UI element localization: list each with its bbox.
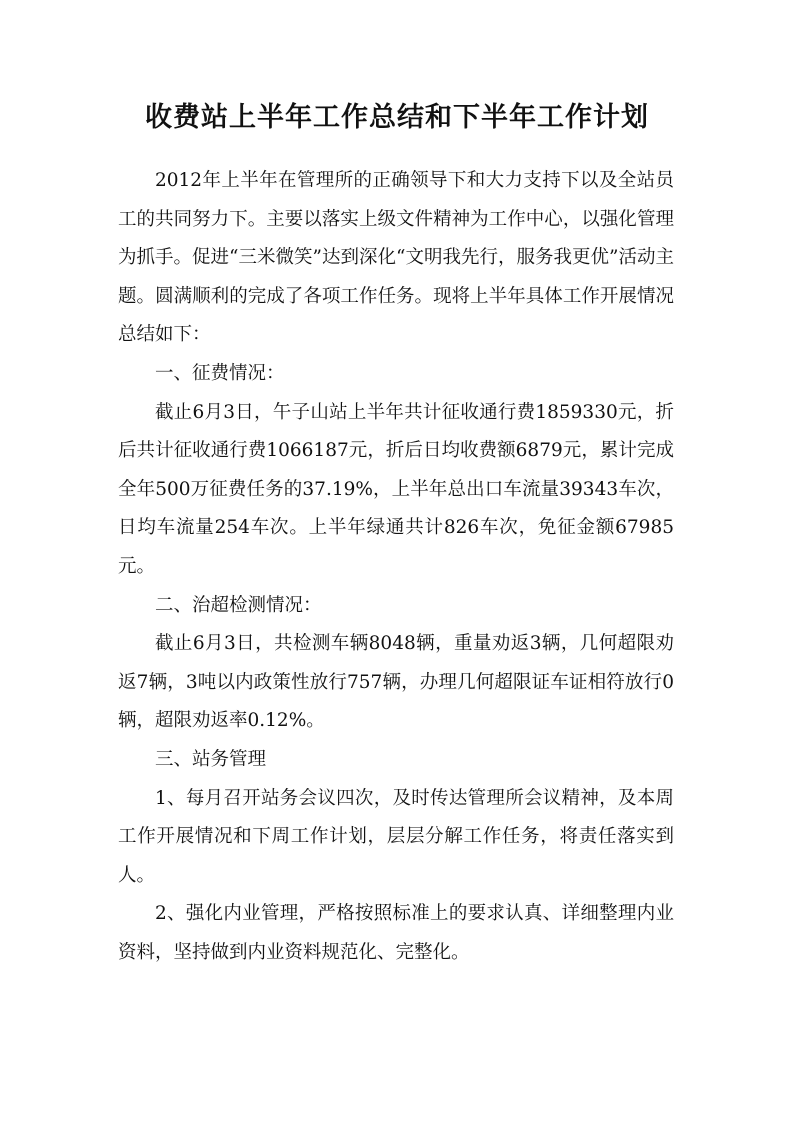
section-heading-fee-collection: 一、征费情况： (155, 362, 285, 384)
paragraph-station-meetings: 1、每月召开站务会议四次，及时传达管理所会议精神，及本周工作开展情况和下周工作计划，层层分解工作任务，将责任落实到人。 (118, 787, 674, 886)
document-body (118, 162, 674, 972)
document-title: 收费站上半年工作总结和下半年工作计划 (145, 102, 649, 133)
paragraph-intro: 2012年上半年在管理所的正确领导下和大力支持下以及全站员工的共同努力下。主要以落实上级文件精神为工作中心，以强化管理为抓手。促进“三米微笑”达到深化“文明我先行，服务我更优”活动主题。圆满顺利的完成了各项工作任务。现将上半年具体工作开展情况总结如下： (118, 170, 674, 346)
section-heading-overload-inspection: 二、治超检测情况： (155, 594, 322, 616)
paragraph-overload-inspection: 截止6月3日，共检测车辆8048辆，重量劝返3辆，几何超限劝返7辆，3吨以内政策性放行757辆，办理几何超限证车证相符放行0辆，超限劝返率0.12%。 (118, 633, 674, 732)
section-heading-station-management: 三、站务管理 (155, 748, 267, 770)
paragraph-internal-records: 2、强化内业管理，严格按照标准上的要求认真、详细整理内业资料，坚持做到内业资料规范化、完整化。 (118, 903, 674, 963)
paragraph-fee-collection: 截止6月3日，午子山站上半年共计征收通行费1859330元，折后共计征收通行费1066187元，折后日均收费额6879元，累计完成全年500万征费任务的37.19%，上半年总出口车流量39343车次，日均车流量254车次。上半年绿通共计826车次，免征金额67985元。 (118, 401, 674, 577)
